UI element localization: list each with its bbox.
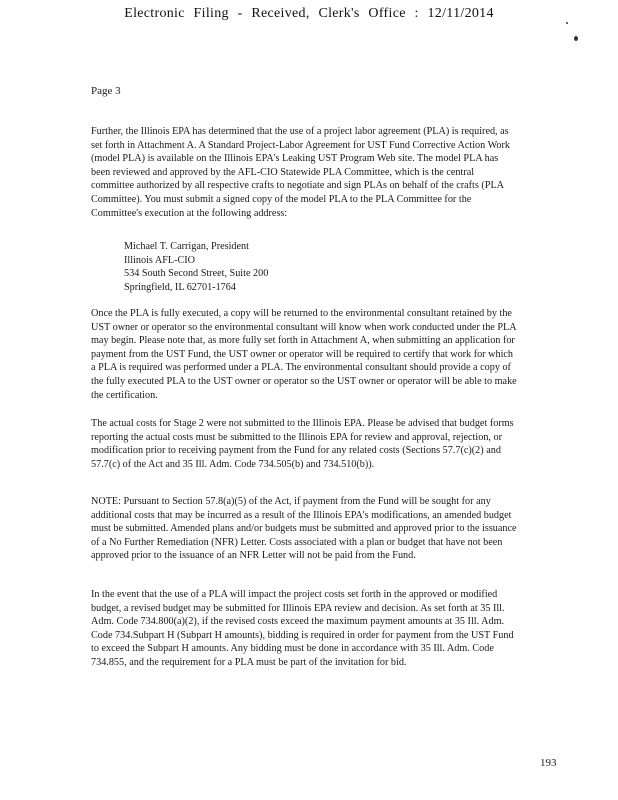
scan-speck (574, 36, 578, 41)
paragraph-actual-costs: The actual costs for Stage 2 were not submitted to the Illinois EPA. Please be advised that budget forms reporting the actual costs must be submitted to the Illinois EPA for review and approval, rejection, or modification prior to receiving payment from the Fund for any related costs (Sections 57.7(c)(2) and 57.7(c) of the Act and 35 Ill. Adm. Code 734.505(b) and 734.510(b)). (91, 418, 514, 470)
scan-speck (566, 22, 568, 24)
address-line: Michael T. Carrigan, President (124, 241, 249, 252)
paragraph-revised-budget: In the event that the use of a PLA will impact the project costs set forth in the approved or modified budget, a revised budget may be submitted for Illinois EPA review and decision. As set forth at 35 Ill. Adm. Code 734.800(a)(2), if the revised costs exceed the maximum payment amounts at 35 Ill. Adm. Code 734.Subpart H (Subpart H amounts), bidding is required in order for payment from the UST Fund to exceed the Subpart H amounts. Any bidding must be done in accordance with 35 Ill. Adm. Code 734.855, and the requirement for a PLA must be part of the invitation for bid. (91, 589, 514, 668)
address-line: 534 South Second Street, Suite 200 (124, 268, 269, 280)
filing-stamp: Electronic Filing - Received, Clerk's Office : 12/11/2014 (124, 6, 494, 21)
mailing-address (124, 240, 268, 294)
paragraph-note: NOTE: Pursuant to Section 57.8(a)(5) of the Act, if payment from the Fund will be sought for any additional costs that may be incurred as a result of the Illinois EPA's modifications, an amended budget must be submitted. Amended plans and/or budgets must be submitted and approved prior to the issuance of a No Further Remediation (NFR) Letter. Costs associated with a plan or budget that have not been approved prior to the issuance of an NFR Letter will not be paid from the Fund. (91, 496, 517, 562)
page-number: 193 (540, 757, 557, 769)
address-line: Illinois AFL-CIO (124, 254, 196, 266)
address-line: Springfield, IL 62701-1764 (124, 281, 236, 293)
page-label: Page 3 (91, 85, 121, 97)
paragraph-pla-execution: Once the PLA is fully executed, a copy will be returned to the environmental consultant retained by the UST owner or operator so the environmental consultant will know when work conducted under the PLA may begin. Please note that, as more fully set forth in Attachment A, when submitting an application for payment from the UST Fund, the UST owner or operator will be required to certify that work for which a PLA is required was performed under a PLA. The environmental consultant should provide a copy of the fully executed PLA to the UST owner or operator so the UST owner or operator will be able to make the certification. (91, 308, 517, 401)
paragraph-pla-requirement: Further, the Illinois EPA has determined that the use of a project labor agreement (PLA) is required, as set forth in Attachment A. A Standard Project-Labor Agreement for UST Fund Corrective Action Work (model PLA) is available on the Illinois EPA's Leaking UST Program Web site. The model PLA has been reviewed and approved by the AFL-CIO Statewide PLA Committee, which is the central committee authorized by all respective crafts to negotiate and sign PLAs on behalf of the crafts (PLA Committee). You must submit a signed copy of the model PLA to the PLA Committee for the Committee's execution at the following address: (91, 126, 510, 219)
